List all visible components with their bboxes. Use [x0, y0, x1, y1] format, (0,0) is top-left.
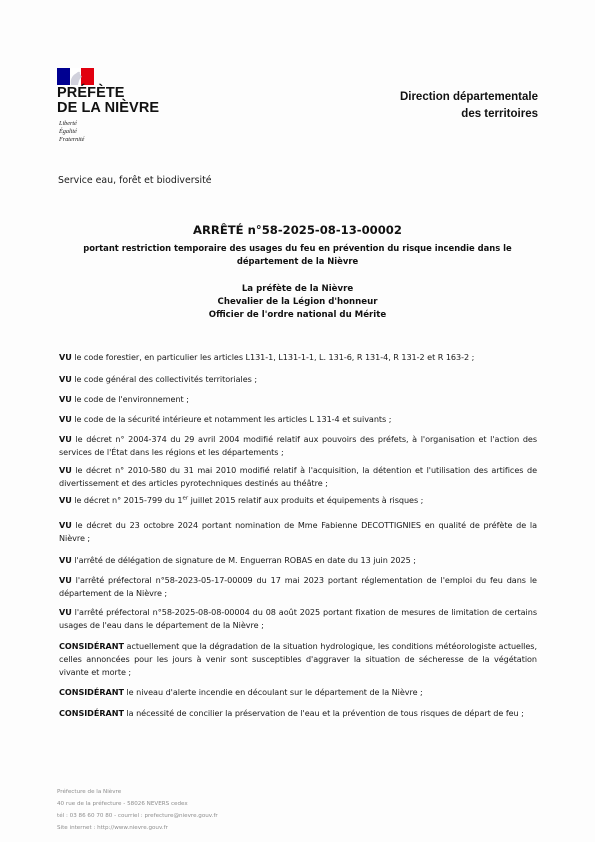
visa-keyword: VU	[59, 374, 72, 384]
visa-keyword: VU	[59, 465, 72, 475]
authority-line2: Chevalier de la Légion d'honneur	[217, 297, 378, 307]
service-name: Service eau, forêt et biodiversité	[58, 175, 212, 186]
considerant-paragraph	[59, 640, 537, 679]
visa-text: juillet 2015 relatif aux produits et équipements à risques ;	[188, 495, 424, 505]
visa-keyword: VU	[59, 607, 72, 617]
considerant-paragraph	[59, 707, 537, 720]
visa-paragraph	[59, 373, 537, 386]
arrete-title: ARRÊTÉ n°58-2025-08-13-00002	[193, 223, 402, 237]
visa-paragraph	[59, 554, 537, 567]
visa-paragraph	[59, 494, 537, 507]
visa-text: l'arrêté préfectoral n°58-2025-08-08-00004 du 08 août 2025 portant fixation de mesures de limitation de certains usages de l'eau dans le département de la Nièvre ;	[59, 607, 537, 630]
prefecture-name-line1: PRÉFÈTE	[57, 85, 125, 101]
direction-line1: Direction départementale	[399, 91, 538, 103]
visa-text: le décret n° 2010-580 du 31 mai 2010 modifié relatif à l'acquisition, la détention et l'utilisation des artifices de divertissement et des articles pyrotechniques destinés au théâtre ;	[59, 465, 537, 488]
visa-text: le décret n° 2015-799 du 1	[71, 495, 183, 505]
visa-text: le code général des collectivités territoriales ;	[71, 374, 258, 384]
considerant-text: la nécessité de concilier la préservation de l'eau et la prévention de tous risques de départ de feu ;	[123, 708, 524, 718]
visa-paragraph	[59, 574, 537, 600]
prefecture-name-line2: DE LA NIÈVRE	[57, 100, 160, 116]
visa-keyword: VU	[59, 495, 72, 505]
motto-fraternite: Fraternité	[59, 136, 85, 143]
visa-text: le décret du 23 octobre 2024 portant nomination de Mme Fabienne DECOTTIGNIES en qualité de préfète de la Nièvre ;	[59, 520, 537, 543]
visa-keyword: VU	[59, 520, 72, 530]
visa-text: l'arrêté préfectoral n°58-2023-05-17-00009 du 17 mai 2023 portant réglementation de l'emploi du feu dans le département de la Nièvre ;	[59, 575, 537, 598]
visa-keyword: VU	[59, 394, 72, 404]
direction-header	[400, 89, 538, 123]
visa-paragraph	[59, 413, 537, 426]
visa-superscript: er	[182, 495, 189, 502]
considerant-keyword: CONSIDÉRANT	[59, 641, 124, 651]
visa-paragraph	[59, 433, 537, 459]
considerant-keyword: CONSIDÉRANT	[59, 687, 124, 697]
visa-keyword: VU	[59, 555, 72, 565]
visa-text: le code de l'environnement ;	[71, 394, 189, 404]
authority-line3: Officier de l'ordre national du Mérite	[208, 310, 387, 320]
visa-paragraph	[59, 351, 537, 364]
marianne-flag-icon	[57, 68, 94, 85]
visa-text: le code de la sécurité intérieure et notamment les articles L 131-4 et suivants ;	[71, 414, 392, 424]
motto-liberte: Liberté	[59, 120, 77, 127]
considerant-text: actuellement que la dégradation de la situation hydrologique, les conditions météorologiste actuelles, celles annoncées pour les jours à venir sont susceptibles d'aggraver la situation de sécheresse de la végétation vivante et morte ;	[59, 641, 537, 677]
visa-paragraph	[59, 519, 537, 545]
visa-keyword: VU	[59, 434, 72, 444]
direction-line2: des territoires	[461, 108, 538, 120]
visa-paragraph	[59, 393, 537, 406]
visa-keyword: VU	[59, 575, 72, 585]
motto-egalite: Égalité	[59, 128, 77, 135]
authority-block	[40, 283, 555, 322]
authority-line1: La préfète de la Nièvre	[241, 284, 354, 294]
visa-text: le décret n° 2004-374 du 29 avril 2004 modifié relatif aux pouvoirs des préfets, à l'organisation et l'action des services de l'État dans les régions et les départements ;	[59, 434, 537, 457]
arrete-subtitle	[40, 242, 555, 268]
considerant-paragraph	[59, 686, 537, 699]
arrete-subtitle-line2: département de la Nièvre	[236, 256, 359, 266]
visa-text: le code forestier, en particulier les articles L131-1, L131-1-1, L. 131-6, R 131-4, R 131-2 et R 163-2 ;	[71, 352, 475, 362]
considerant-keyword: CONSIDÉRANT	[59, 708, 124, 718]
visa-keyword: VU	[59, 352, 72, 362]
considerant-text: le niveau d'alerte incendie en découlant sur le département de la Nièvre ;	[123, 687, 423, 697]
visa-keyword: VU	[59, 414, 72, 424]
visa-text: l'arrêté de délégation de signature de M. Enguerran ROBAS en date du 13 juin 2025 ;	[71, 555, 416, 565]
footer-website-line: Site internet : http://www.nievre.gouv.fr	[57, 825, 168, 831]
visa-paragraph	[59, 464, 537, 490]
arrete-subtitle-line1: portant restriction temporaire des usages du feu en prévention du risque incendie dans le	[83, 243, 512, 253]
footer-address-line1: Préfecture de la Nièvre	[57, 789, 122, 795]
visa-paragraph	[59, 606, 537, 632]
footer-contact-line: tél : 03 86 60 70 80 - courriel : prefecture@nievre.gouv.fr	[57, 813, 218, 819]
footer-address-line2: 40 rue de la préfecture - 58026 NEVERS cedex	[57, 801, 188, 807]
